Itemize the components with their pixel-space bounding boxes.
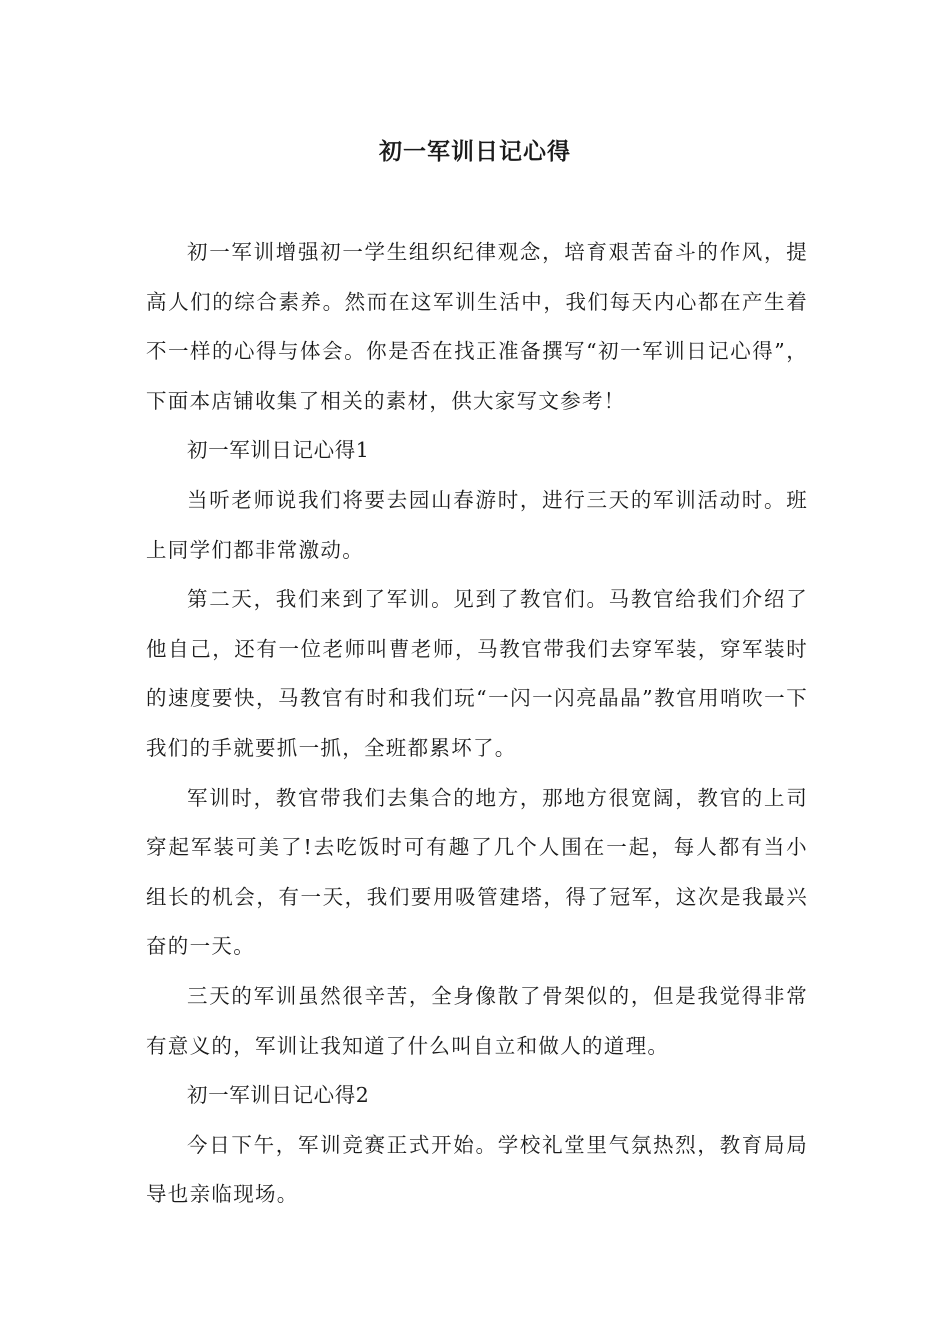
body-paragraph: 三天的军训虽然很辛苦，全身像散了骨架似的，但是我觉得非常有意义的，军训让我知道了什么叫自立和做人的道理。	[146, 983, 808, 1058]
document-body	[146, 228, 808, 1220]
intro-paragraph: 初一军训增强初一学生组织纪律观念，培育艰苦奋斗的作风，提高人们的综合素养。然而在这军训生活中，我们每天内心都在产生着不一样的心得与体会。你是否在找正准备撰写“初一军训日记心得”，下面本店铺收集了相关的素材，供大家写文参考！	[146, 240, 808, 413]
body-paragraph: 当听老师说我们将要去园山春游时，进行三天的军训活动时。班上同学们都非常激动。	[146, 487, 808, 562]
section-heading-1: 初一军训日记心得1	[187, 438, 370, 463]
document-title: 初一军训日记心得	[379, 139, 571, 165]
body-paragraph: 第二天，我们来到了军训。见到了教官们。马教官给我们介绍了他自己，还有一位老师叫曹老师，马教官带我们去穿军装，穿军装时的速度要快，马教官有时和我们玩“一闪一闪亮晶晶”教官用哨吹一下我们的手就要抓一抓，全班都累坏了。	[146, 587, 808, 760]
body-paragraph: 今日下午，军训竞赛正式开始。学校礼堂里气氛热烈，教育局局导也亲临现场。	[146, 1132, 808, 1207]
body-paragraph: 军训时，教官带我们去集合的地方，那地方很宽阔，教官的上司穿起军装可美了!去吃饭时可有趣了几个人围在一起，每人都有当小组长的机会，有一天，我们要用吸管建塔，得了冠军，这次是我最兴奋的一天。	[146, 785, 808, 959]
section-heading-2: 初一军训日记心得2	[187, 1083, 370, 1108]
